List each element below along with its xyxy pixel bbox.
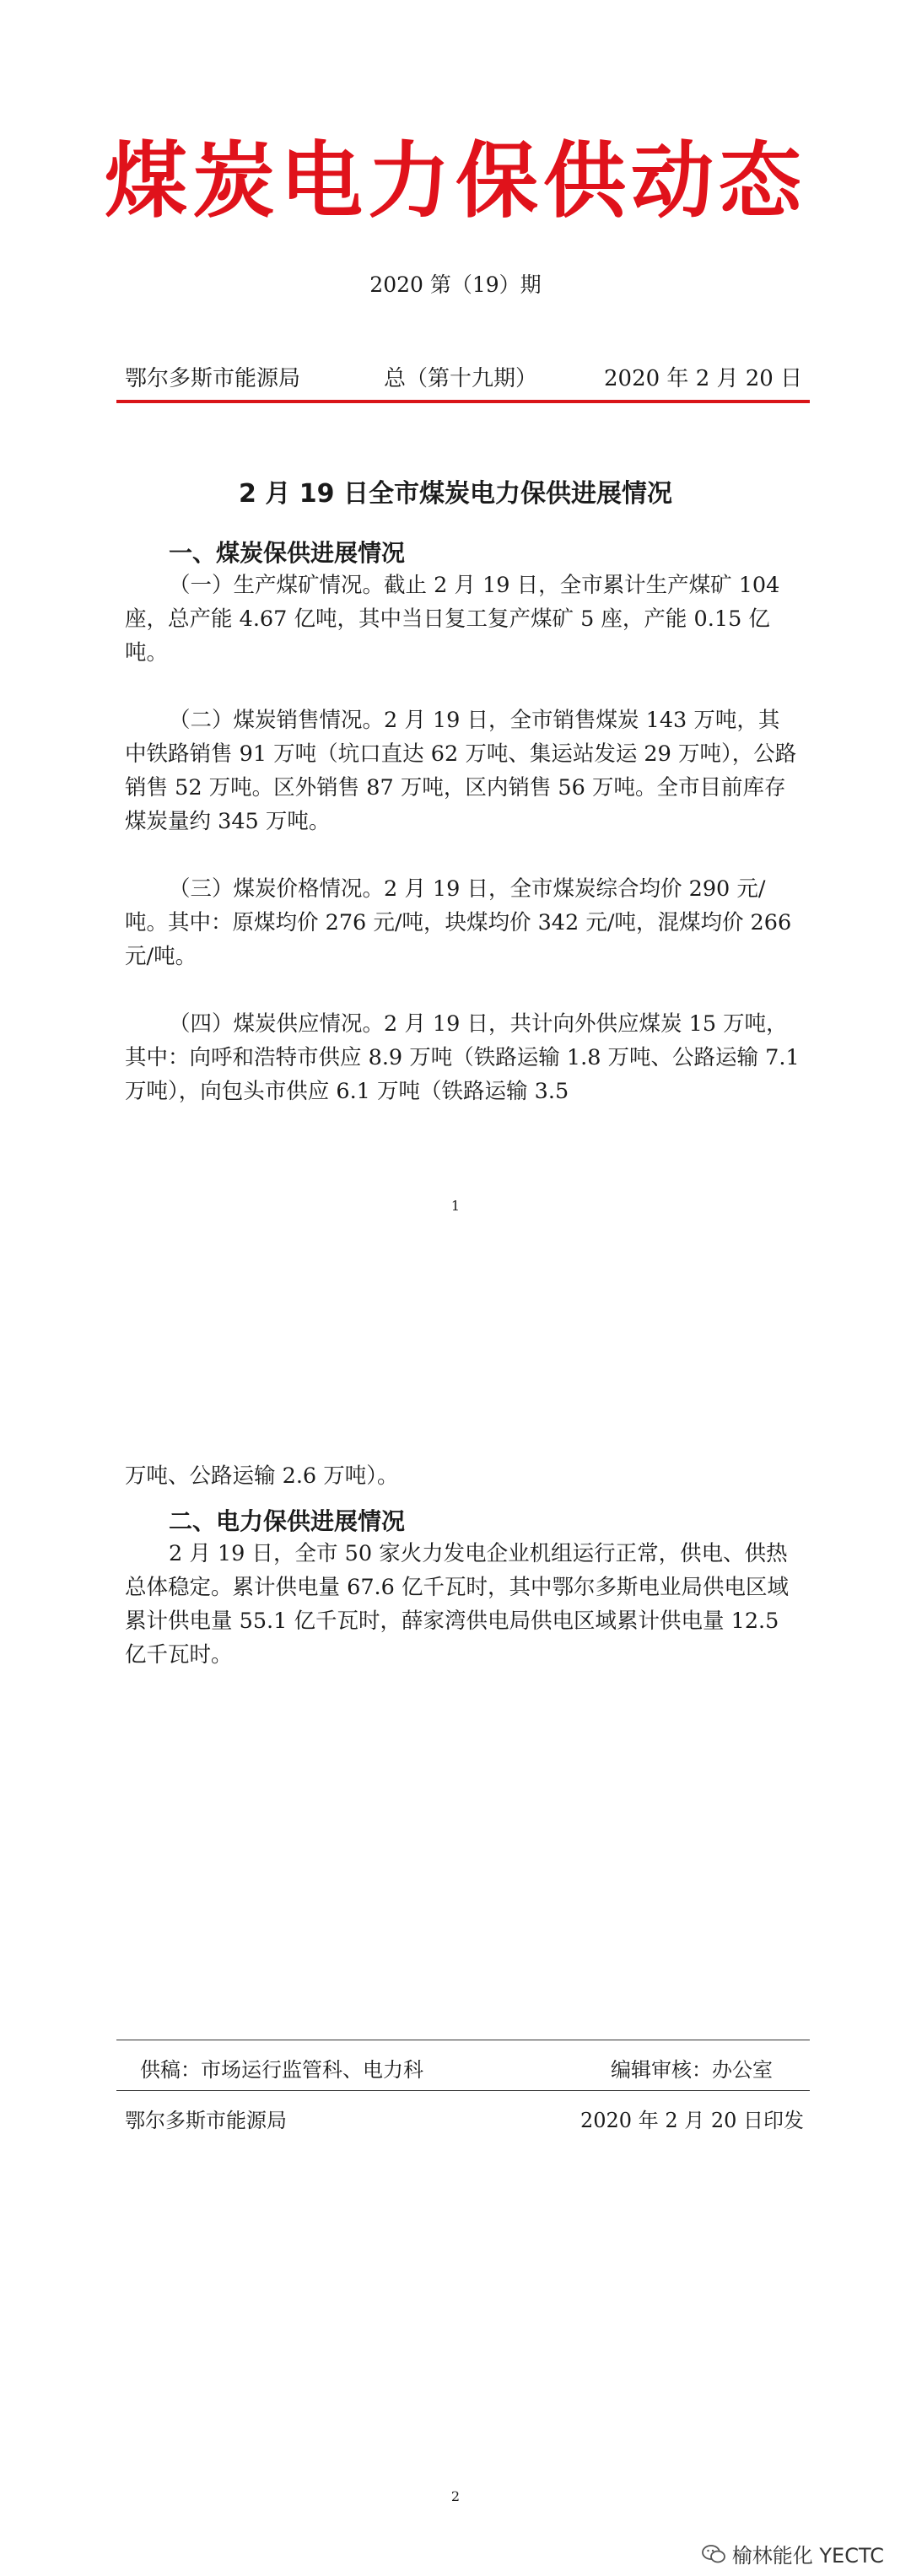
paragraph-coal-supply	[125, 1007, 800, 1108]
section1-heading: 一、煤炭保供进展情况	[169, 539, 406, 567]
footer-review: 编辑审核：办公室	[611, 2058, 773, 2082]
page-number: 1	[450, 1198, 461, 1214]
report-title: 2 月 19 日全市煤炭电力保供进展情况	[239, 479, 672, 509]
paragraph-coal-mines-text: （一）生产煤矿情况。截止 2 月 19 日，全市累计生产煤矿 104 座，总产能 4.67 亿吨，其中当日复工复产煤矿 5 座，产能 0.15 亿吨。	[125, 573, 780, 666]
paragraph-coal-prices	[125, 872, 800, 973]
issue-date: 2020 年 2 月 20 日	[604, 366, 803, 391]
footer-source: 供稿：市场运行监管科、电力科	[140, 2058, 423, 2082]
issue-number: 2020 第（19）期	[369, 272, 542, 297]
section2-heading: 二、电力保供进展情况	[169, 1507, 406, 1535]
wechat-icon	[702, 2545, 725, 2563]
footer-print-date: 2020 年 2 月 20 日印发	[580, 2109, 805, 2132]
page-number: 2	[450, 2488, 461, 2504]
paragraph-coal-supply-text: （四）煤炭供应情况。2 月 19 日，共计向外供应煤炭 15 万吨，其中：向呼和浩特市供应 8.9 万吨（铁路运输 1.8 万吨、公路运输 7.1 万吨），向包头市供应 6.1 万吨（铁路运输 3.5	[125, 1011, 800, 1104]
header-divider	[116, 400, 810, 403]
serial-number: 总（第十九期）	[384, 366, 538, 391]
watermark	[702, 2539, 884, 2568]
paragraph-power-supply	[125, 1537, 800, 1672]
paragraph-coal-prices-text: （三）煤炭价格情况。2 月 19 日，全市煤炭综合均价 290 元/吨。其中：原煤均价 276 元/吨，块煤均价 342 元/吨，混煤均价 266 元/吨。	[125, 876, 792, 969]
paragraph-coal-mines	[125, 569, 800, 670]
masthead-title: 煤炭电力保供动态	[104, 133, 806, 229]
paragraph-coal-sales	[125, 703, 800, 838]
paragraph-coal-supply-cont: 万吨、公路运输 2.6 万吨）。	[125, 1463, 399, 1489]
publisher: 鄂尔多斯市能源局	[125, 366, 301, 391]
paragraph-power-supply-text: 2 月 19 日，全市 50 家火力发电企业机组运行正常，供电、供热总体稳定。累计供电量 67.6 亿千瓦时，其中鄂尔多斯电业局供电区域累计供电量 55.1 亿千瓦时，薛家湾供电局供电区域累计供电量 12.5 亿千瓦时。	[125, 1541, 789, 1668]
footer-middle-rule	[116, 2090, 810, 2091]
footer-issuer: 鄂尔多斯市能源局	[125, 2109, 287, 2132]
watermark-text: 榆林能化 YECTC	[731, 2544, 884, 2568]
paragraph-coal-sales-text: （二）煤炭销售情况。2 月 19 日，全市销售煤炭 143 万吨，其中铁路销售 91 万吨（坑口直达 62 万吨、集运站发运 29 万吨），公路销售 52 万吨。区外销售 87 万吨，区内销售 56 万吨。全市目前库存煤炭量约 345 万吨。	[125, 708, 797, 834]
